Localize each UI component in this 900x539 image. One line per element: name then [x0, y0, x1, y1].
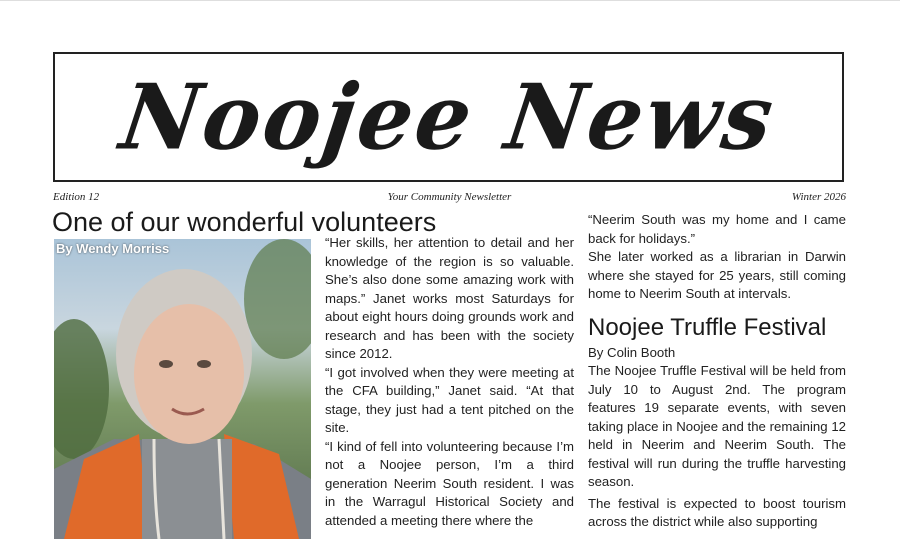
top-border — [0, 0, 900, 1]
masthead-title: Noojee News — [114, 63, 783, 171]
article-volunteer — [52, 206, 577, 528]
paragraph: “I kind of fell into volunteering because I’m not a Noojee person, I’m a third generation Neerim South resident. I was in the Warragul Historical Society and attended a meeting there where the — [325, 438, 574, 528]
truffle-headline: Noojee Truffle Festival — [588, 313, 827, 341]
season-label: Winter 2026 — [791, 191, 846, 203]
article-byline: By Wendy Morriss — [56, 241, 170, 256]
edition-label: Edition 12 — [53, 191, 100, 203]
paragraph: The festival is expected to boost tourism across the district while also supporting — [588, 495, 846, 529]
volunteer-photo — [54, 239, 311, 539]
paragraph: The Noojee Truffle Festival will be held from July 10 to August 2nd. The program features 19 separate events, with seven taking place in Noojee and the remaining 12 held in Neerim and Neerim South. The festival will run during the truffle harvesting season. — [588, 363, 846, 489]
article-body — [325, 234, 574, 530]
paragraph: “Her skills, her attention to detail and her knowledge of the region is so valuable. She’s also done some amazing work with maps.” Janet works most Saturdays for about eight hours doing grounds work and research and has been with the society since 2012. — [325, 235, 574, 361]
paragraph: “I got involved when they were meeting at the CFA building,” Janet said. “At that stage, they just had a tent pitched on the site. — [325, 364, 574, 435]
truffle-byline: By Colin Booth — [588, 344, 676, 360]
right-column — [588, 211, 846, 532]
paragraph: She later worked as a librarian in Darwin where she stayed for 25 years, still coming home to Neerim South at intervals. — [588, 249, 846, 301]
portrait-illustration — [54, 239, 311, 539]
article-headline: One of our wonderful volunteers — [52, 207, 437, 237]
paragraph: “Neerim South was my home and I came back for holidays.” — [588, 212, 846, 246]
issue-info — [53, 191, 846, 205]
masthead — [53, 52, 844, 182]
tagline: Your Community Newsletter — [387, 191, 512, 203]
